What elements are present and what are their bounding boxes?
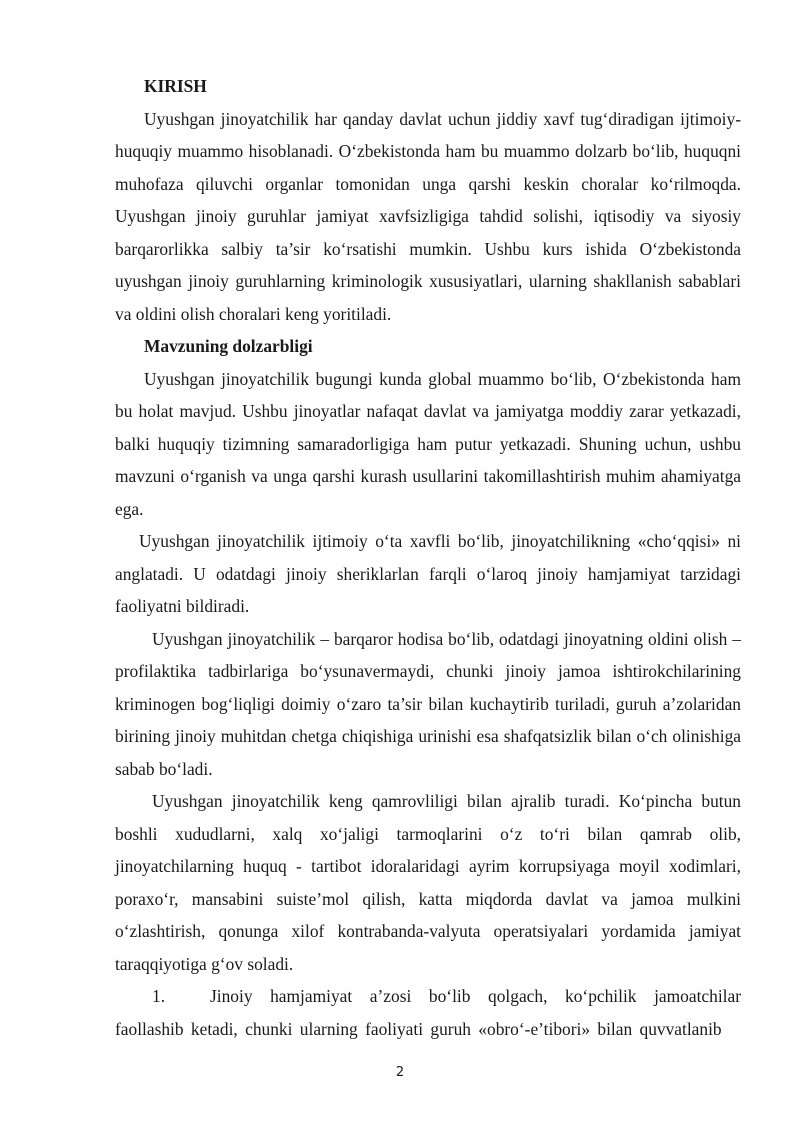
section-heading-relevance: Mavzuning dolzarbligi: [144, 336, 313, 356]
intro-paragraph: Uyushgan jinoyatchilik har qanday davlat uchun jiddiy xavf tug‘diradigan ijtimoiy-huquqiy muammo hisoblanadi. O‘zbekistonda ham bu muammo dolzarb bo‘lib, huquqni muhofaza qiluvchi organlar tomonidan unga qarshi keskin choralar ko‘rilmoqda. Uyushgan jinoiy guruhlar jamiyat xavfsizligiga tahdid solishi, iqtisodiy va siyosiy barqarorlikka salbiy ta’sir ko‘rsatishi mumkin. Ushbu kurs ishida O‘zbekistonda uyushgan jinoiy guruhlarning kriminologik xususiyatlari, ularning shakllanish sabablari va oldini olish choralari keng yoritiladi.: [115, 108, 741, 324]
relevance-paragraph-2: Uyushgan jinoyatchilik ijtimoiy o‘ta xavfli bo‘lib, jinoyatchilikning «cho‘qqisi» ni anglatadi. U odatdagi jinoiy sheriklarlan farqli o‘laroq jinoiy hamjamiyat tarzidagi faoliyatni bildiradi.: [115, 531, 741, 616]
page-number: 2: [395, 1065, 405, 1080]
section-heading-intro: KIRISH: [144, 76, 207, 96]
relevance-paragraph-3: Uyushgan jinoyatchilik – barqaror hodisa bo‘lib, odatdagi jinoyatning oldini olish – profilaktika tadbirlariga bo‘ysunavermaydi, chunki jinoiy jamoa ishtirokchilarining kriminogen bog‘liqligi doimiy o‘zaro ta’sir bilan kuchaytirib turiladi, guruh a’zolaridan birining jinoiy muhitdan chetga chiqishiga urinishi esa shafqatsizlik bilan o‘ch olinishiga sabab bo‘ladi.: [115, 628, 741, 779]
relevance-paragraph-1: Uyushgan jinoyatchilik bugungi kunda global muammo bo‘lib, O‘zbekistonda ham bu holat mavjud. Ushbu jinoyatlar nafaqat davlat va jamiyatga moddiy zarar yetkazadi, balki huquqiy tizimning samaradorligiga ham putur yetkazadi. Shuning uchun, ushbu mavzuni o‘rganish va unga qarshi kurash usullarini takomillashtirish muhim ahamiyatga ega.: [115, 368, 741, 519]
page-content: [115, 70, 741, 1045]
relevance-paragraph-4: Uyushgan jinoyatchilik keng qamrovliligi bilan ajralib turadi. Ko‘pincha butun boshli xududlarni, xalq xo‘jaligi tarmoqlarini o‘z to‘ri bilan qamrab olib, jinoyatchilarning huquq - tartibot idoralaridagi ayrim korrupsiyaga moyil xodimlari, poraxo‘r, mansabini suiste’mol qilish, katta miqdorda davlat va jamoa mulkini o‘zlashtirish, qonunga xilof kontrabanda-valyuta operatsiyalari yordamida jamiyat taraqqiyotiga g‘ov soladi.: [115, 791, 741, 974]
list-item-text: Jinoiy hamjamiyat a’zosi bo‘lib qolgach, ko‘pchilik jamoatchilar faollashib ketadi, chunki ularning faoliyati guruh «obro‘-e’tibori» bilan quvvatlanib: [115, 986, 741, 1039]
numbered-list-item: [115, 980, 741, 1045]
list-item-number: 1.: [152, 986, 166, 1006]
